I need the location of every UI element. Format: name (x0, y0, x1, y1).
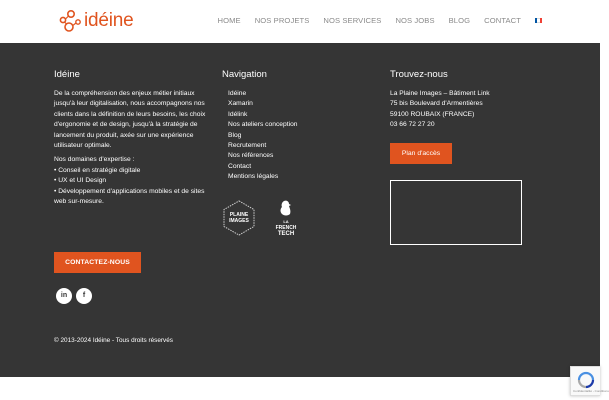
french-tech-logo (275, 199, 297, 237)
main-nav (204, 16, 542, 25)
footer-nav-list (222, 89, 382, 183)
nav-home[interactable]: HOME (217, 16, 241, 25)
french-flag-icon[interactable] (535, 18, 542, 23)
about-description: De la compréhension des enjeux métier initiaux jusqu'à leur digitalisation, nous accompagnons nos clients dans la définition de leurs besoins, les choix d'ergonomie et de design, jusqu'à la stratégie de lancement du produit, axée sur une expérience utilisateur optimale. (54, 90, 206, 150)
footer-link-ideine[interactable]: Idéine (228, 90, 247, 97)
french-tech-line3: TECH (277, 231, 295, 237)
footer-about-column (54, 69, 212, 207)
french-tech-line2: FRENCH (275, 225, 297, 231)
nav-services[interactable]: NOS SERVICES (323, 16, 382, 25)
facebook-icon[interactable]: f (76, 288, 92, 304)
plaine-images-line1: PLAINE (229, 212, 249, 218)
address-line: La Plaine Images – Bâtiment Link (390, 90, 490, 97)
copyright-text: © 2013-2024 Idéine - Tous droits réservés (54, 337, 173, 344)
site-header (0, 0, 600, 43)
footer-link-blog[interactable]: Blog (228, 131, 242, 139)
recaptcha-icon (577, 371, 595, 389)
plaine-images-logo (222, 200, 256, 236)
footer-navigation-column (222, 69, 382, 183)
domains-title: Nos domaines d'expertise : (54, 156, 135, 164)
footer-location-column (390, 69, 550, 131)
address-line: 75 bis Boulevard d'Armentières (390, 100, 483, 108)
footer-link-references[interactable]: Nos références (228, 152, 274, 160)
recaptcha-badge[interactable] (570, 366, 609, 396)
find-us-title: Trouvez-nous (390, 69, 448, 80)
map-embed[interactable] (390, 180, 522, 245)
phone-number[interactable]: 03 66 72 27 20 (390, 121, 435, 129)
nav-contact[interactable]: CONTACT (484, 16, 521, 25)
nav-projects[interactable]: NOS PROJETS (254, 16, 310, 25)
linkedin-icon[interactable]: in (56, 288, 72, 304)
footer-link-idelink[interactable]: Idélink (228, 110, 248, 118)
logo-mark-icon (58, 9, 82, 33)
footer-link-ateliers[interactable]: Nos ateliers conception (228, 121, 298, 129)
nav-blog[interactable]: BLOG (448, 16, 471, 25)
contact-us-button[interactable]: CONTACTEZ-NOUS (54, 252, 141, 273)
plaine-images-line2: IMAGES (229, 218, 249, 224)
french-tech-line1: LA (283, 219, 289, 224)
footer-link-contact[interactable]: Contact (228, 162, 252, 170)
site-footer (0, 43, 600, 377)
domain-item: • Développement d'applications mobiles et de sites web sur-mesure. (54, 187, 205, 206)
footer-link-recrutement[interactable]: Recrutement (228, 142, 267, 150)
footer-link-mentions[interactable]: Mentions légales (228, 173, 279, 181)
nav-jobs[interactable]: NOS JOBS (395, 16, 435, 25)
site-logo[interactable] (58, 8, 134, 34)
address-line: 59100 ROUBAIX (FRANCE) (390, 110, 475, 118)
recaptcha-links[interactable]: Confidentialité - Conditions (573, 389, 609, 393)
logo-text: idéine (84, 10, 134, 31)
navigation-title: Navigation (222, 69, 267, 80)
footer-link-xamarin[interactable]: Xamarin (228, 100, 253, 108)
map-access-button[interactable]: Plan d'accès (390, 143, 452, 164)
about-title: Idéine (54, 69, 80, 80)
domain-item: • Conseil en stratégie digitale (54, 166, 141, 174)
domain-item: • UX et UI Design (54, 177, 107, 185)
